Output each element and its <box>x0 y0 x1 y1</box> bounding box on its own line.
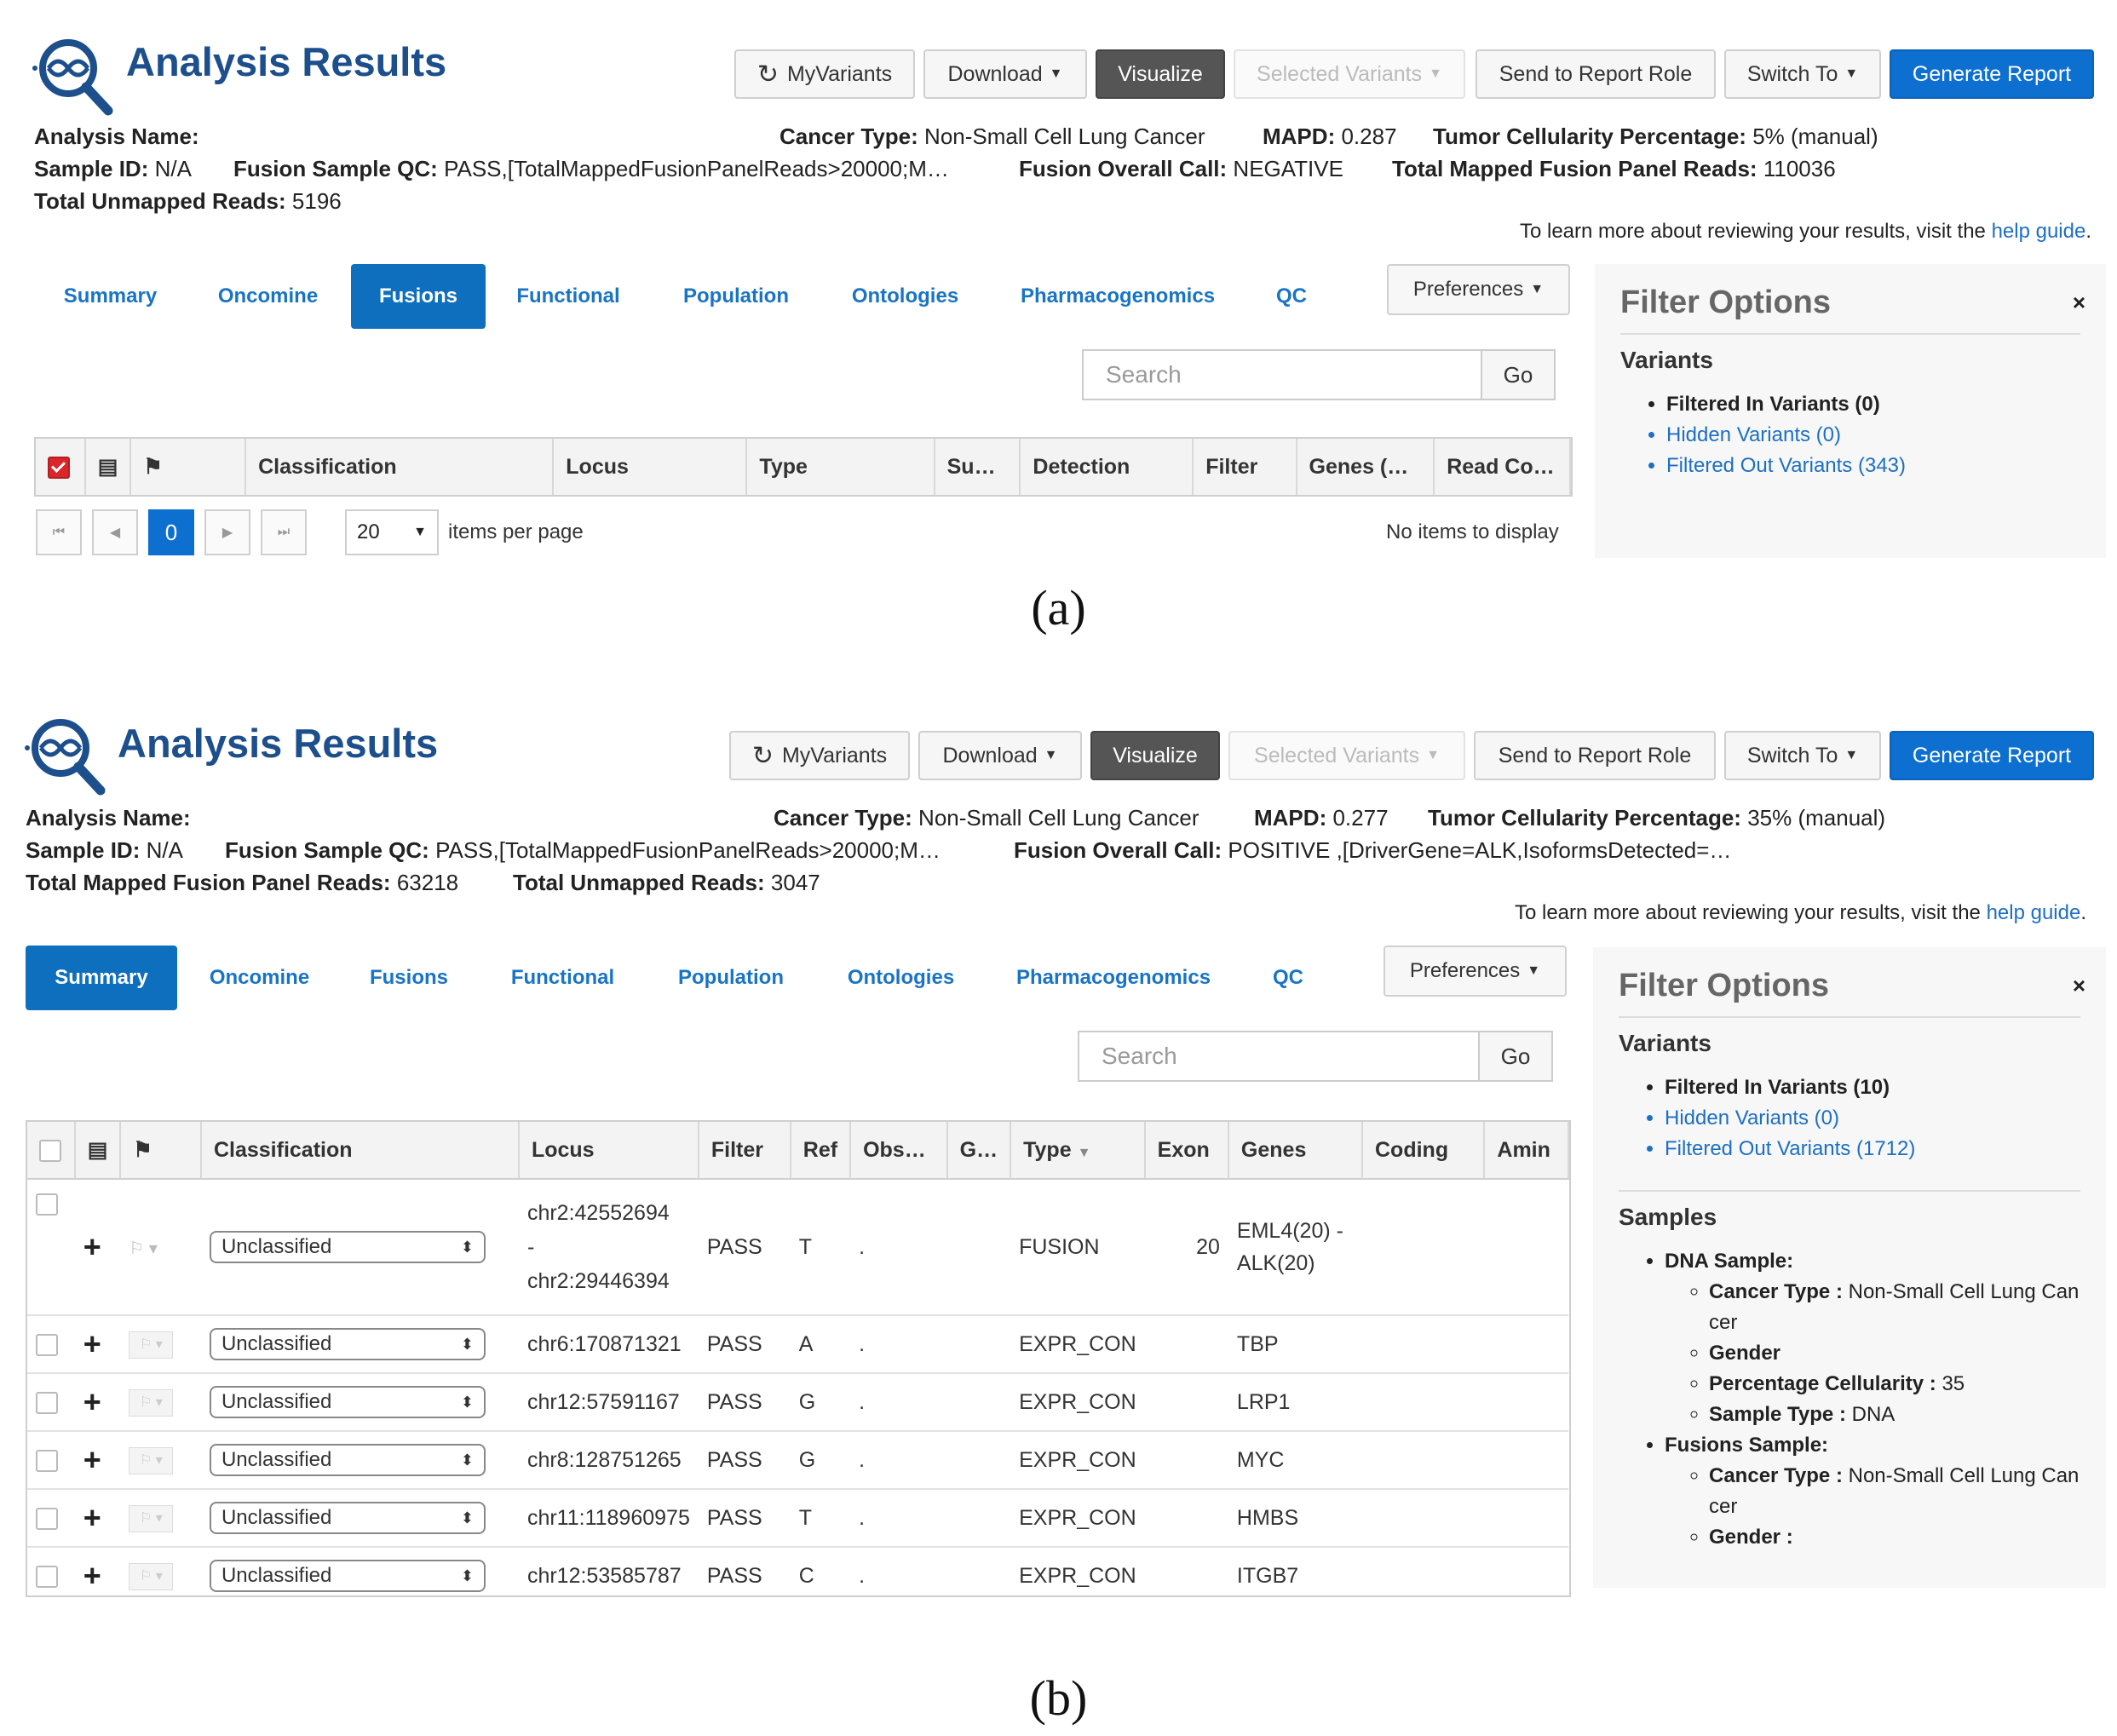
classification-select[interactable]: Unclassified ⬍ <box>201 1315 519 1373</box>
caret-down-icon: ▼ <box>1530 282 1545 296</box>
g-cell <box>947 1489 1010 1547</box>
dna-sample-type: ◦ Sample Type : DNA <box>1709 1400 2080 1430</box>
caret-down-icon: ▼ <box>1844 748 1859 762</box>
amino-cell <box>1484 1431 1568 1489</box>
fusion-overall-call: Fusion Overall Call: POSITIVE ,[DriverGene=ALK,IsoformsDetected=… <box>1014 837 1732 863</box>
type-cell: FUSION <box>1010 1179 1145 1315</box>
myvariants-button[interactable]: ↻ MyVariants <box>729 731 910 780</box>
col-filter[interactable]: Filter <box>699 1122 791 1179</box>
coding-cell <box>1362 1373 1484 1431</box>
col-type[interactable]: Type ▼ <box>1010 1122 1145 1179</box>
tab-functional[interactable]: Functional <box>510 966 615 989</box>
classification-select[interactable]: Unclassified ⬍ <box>201 1547 519 1597</box>
coding-cell <box>1362 1489 1484 1547</box>
table-row[interactable] <box>27 1431 1568 1489</box>
col-ref[interactable]: Ref <box>791 1122 850 1179</box>
close-icon[interactable]: × <box>2072 973 2085 998</box>
filter-cell: PASS <box>699 1179 791 1315</box>
type-cell: EXPR_CON <box>1010 1547 1145 1597</box>
per-page-label: items per page <box>448 520 584 543</box>
filter-cell: PASS <box>699 1315 791 1373</box>
locus-link[interactable]: chr12:57591167 <box>519 1373 699 1431</box>
fusions-cancer-type: ◦ Cancer Type : Non-Small Cell Lung Can cer <box>1709 1461 2080 1522</box>
ref-cell: T <box>791 1489 850 1547</box>
genes-cell: HMBS <box>1228 1489 1362 1547</box>
type-cell: EXPR_CON <box>1010 1373 1145 1431</box>
page-title: Analysis Results <box>126 39 447 84</box>
amino-cell <box>1484 1489 1568 1547</box>
panel-b <box>0 681 2117 1618</box>
cancer-type: Cancer Type: Non-Small Cell Lung Cancer <box>779 124 1205 149</box>
plus-icon[interactable]: + <box>75 1179 121 1315</box>
locus-link[interactable]: chr12:53585787 <box>519 1547 699 1597</box>
amino-cell <box>1484 1373 1568 1431</box>
exon-cell <box>1145 1489 1228 1547</box>
col-coding[interactable]: Coding <box>1362 1122 1484 1179</box>
variants-table <box>34 437 1573 497</box>
flag-icon[interactable]: ⚐ ▾ <box>120 1431 201 1489</box>
close-icon[interactable]: × <box>2072 290 2085 315</box>
filtered-out-variants-link[interactable]: • Filtered Out Variants (343) <box>1666 451 2080 481</box>
flag-icon[interactable]: ⚐ ▾ <box>120 1179 201 1315</box>
flag-icon[interactable]: ⚐ ▾ <box>120 1489 201 1547</box>
dna-percentage-cellularity: ◦ Percentage Cellularity : 35 <box>1709 1369 2080 1400</box>
caret-down-icon: ▼ <box>1426 748 1440 762</box>
col-amino[interactable]: Amin <box>1484 1122 1568 1179</box>
fusion-overall-call: Fusion Overall Call: NEGATIVE <box>1019 156 1343 181</box>
col-locus[interactable]: Locus <box>519 1122 699 1179</box>
hidden-variants-link[interactable]: • Hidden Variants (0) <box>1666 420 2080 451</box>
amino-cell <box>1484 1315 1568 1373</box>
mapd: MAPD: 0.287 <box>1263 124 1397 149</box>
filter-cell: PASS <box>699 1547 791 1597</box>
logo-magnifier-icon <box>30 32 115 118</box>
selected-variants-button[interactable]: Selected Variants ▼ <box>1228 731 1465 780</box>
refresh-icon: ↻ <box>756 60 779 89</box>
genes-cell: LRP1 <box>1228 1373 1362 1431</box>
tab-population[interactable]: Population <box>683 285 789 308</box>
plus-icon[interactable]: + <box>75 1547 121 1597</box>
caption-b: (b) <box>1029 1670 1088 1726</box>
col-locus[interactable]: Locus <box>553 439 746 496</box>
tab-pharmacogenomics[interactable]: Pharmacogenomics <box>1020 285 1216 308</box>
samples-heading: Samples <box>1619 1204 1717 1230</box>
filter-options-panel <box>1593 947 2106 1588</box>
preferences-button[interactable]: Preferences ▼ <box>1384 946 1567 997</box>
plus-icon[interactable]: + <box>75 1315 121 1373</box>
preferences-button[interactable]: Preferences ▼ <box>1387 264 1570 315</box>
col-exon[interactable]: Exon <box>1145 1122 1228 1179</box>
per-page-select[interactable]: 20 ▼ <box>345 509 439 555</box>
search-input[interactable]: Search <box>1078 1031 1480 1082</box>
amino-cell <box>1484 1179 1568 1315</box>
tab-functional[interactable]: Functional <box>516 285 620 308</box>
hidden-variants-link[interactable]: • Hidden Variants (0) <box>1665 1103 2080 1134</box>
total-mapped-reads: Total Mapped Fusion Panel Reads: 110036 <box>1392 156 1836 181</box>
obs-cell: . <box>850 1489 947 1547</box>
tab-ontologies[interactable]: Ontologies <box>847 966 955 989</box>
switch-to-button[interactable]: Switch To ▼ <box>1724 731 1881 780</box>
flag-icon[interactable]: ⚐ ▾ <box>120 1315 201 1373</box>
filter-options-panel <box>1595 264 2106 558</box>
visualize-button[interactable]: Visualize <box>1096 49 1225 99</box>
total-unmapped-reads: Total Unmapped Reads: 5196 <box>34 188 342 214</box>
plus-icon[interactable]: + <box>75 1431 121 1489</box>
flag-icon[interactable]: ⚑ <box>120 1122 201 1179</box>
filtered-out-variants-link[interactable]: • Filtered Out Variants (1712) <box>1665 1134 2080 1164</box>
caret-down-icon: ▼ <box>1844 66 1859 81</box>
caret-down-icon: ▼ <box>1044 748 1058 762</box>
selected-variants-button[interactable]: Selected Variants ▼ <box>1234 49 1465 99</box>
analysis-name: Analysis Name: <box>26 805 191 831</box>
g-cell <box>947 1547 1010 1597</box>
tab-fusions[interactable]: Fusions <box>351 264 486 329</box>
next-page-button[interactable]: ▶ <box>204 509 250 555</box>
genes-cell: TBP <box>1228 1315 1362 1373</box>
genes-cell: ITGB7 <box>1228 1547 1362 1597</box>
tumor-cellularity: Tumor Cellularity Percentage: 35% (manual) <box>1428 805 1886 831</box>
sample-id: Sample ID: N/A <box>26 837 183 863</box>
send-to-report-role-button[interactable]: Send to Report Role <box>1474 731 1716 780</box>
ref-cell: T <box>791 1179 850 1315</box>
fusions-gender: ◦ Gender : <box>1709 1522 2080 1553</box>
fusion-sample-qc: Fusion Sample QC: PASS,[TotalMappedFusionPanelReads>20000;M… <box>225 837 941 863</box>
table-row[interactable] <box>27 1547 1568 1597</box>
variants-heading: Variants <box>1620 347 1713 373</box>
prev-page-button[interactable]: ◀ <box>92 509 138 555</box>
generate-report-button[interactable]: Generate Report <box>1890 731 2094 780</box>
locus-link[interactable]: chr6:170871321 <box>519 1315 699 1373</box>
caret-down-icon: ▼ <box>413 525 427 539</box>
type-cell: EXPR_CON <box>1010 1431 1145 1489</box>
generate-report-button[interactable]: Generate Report <box>1890 49 2094 99</box>
caption-a: (a) <box>1031 580 1086 635</box>
classification-select[interactable]: Unclassified ⬍ <box>201 1489 519 1547</box>
sample-id: Sample ID: N/A <box>34 156 192 181</box>
dna-sample: • DNA Sample: ◦ Cancer Type : Non-Small Cell Lung Can cer ◦ Gender ◦ Percentage Cellularity : 35 ◦ Sample Type : DNA <box>1665 1246 2080 1430</box>
tab-pharmacogenomics[interactable]: Pharmacogenomics <box>1015 966 1211 989</box>
select-all-checkbox[interactable] <box>36 439 85 496</box>
g-cell <box>947 1373 1010 1431</box>
col-detection[interactable]: Detection <box>1020 439 1193 496</box>
list-icon[interactable]: ▤ <box>85 439 131 496</box>
genes-cell: MYC <box>1228 1431 1362 1489</box>
g-cell <box>947 1431 1010 1489</box>
analysis-name: Analysis Name: <box>34 124 199 149</box>
table-row[interactable] <box>27 1373 1568 1431</box>
current-page[interactable]: 0 <box>148 509 194 555</box>
help-guide-link[interactable]: help guide <box>1986 901 2081 924</box>
row-checkbox[interactable] <box>27 1431 75 1489</box>
locus-link[interactable]: chr8:128751265 <box>519 1431 699 1489</box>
mapd: MAPD: 0.277 <box>1254 805 1389 831</box>
classification-select[interactable]: Unclassified ⬍ <box>201 1431 519 1489</box>
sort-desc-icon: ▼ <box>1077 1145 1091 1160</box>
col-su[interactable]: Su… <box>935 439 1021 496</box>
filter-cell: PASS <box>699 1431 791 1489</box>
go-button[interactable]: Go <box>1478 1031 1553 1082</box>
col-genes[interactable]: Genes (… <box>1297 439 1435 496</box>
flag-icon[interactable]: ⚐ ▾ <box>120 1547 201 1597</box>
coding-cell <box>1362 1547 1484 1597</box>
exon-cell <box>1145 1373 1228 1431</box>
coding-cell <box>1362 1315 1484 1373</box>
tab-summary[interactable]: Summary <box>63 285 158 308</box>
tab-qc[interactable]: QC <box>1276 285 1307 308</box>
col-g[interactable]: G… <box>947 1122 1010 1179</box>
col-obs[interactable]: Obs… <box>850 1122 947 1179</box>
exon-cell: 20 <box>1145 1179 1228 1315</box>
table-row[interactable] <box>27 1315 1568 1373</box>
plus-icon[interactable]: + <box>75 1373 121 1431</box>
variants-heading: Variants <box>1619 1030 1711 1056</box>
col-filter[interactable]: Filter <box>1193 439 1296 496</box>
first-page-button[interactable]: ⏮ <box>36 509 82 555</box>
table-row[interactable] <box>27 1179 1568 1315</box>
coding-cell <box>1362 1179 1484 1315</box>
fusion-sample-qc: Fusion Sample QC: PASS,[TotalMappedFusionPanelReads>20000;M… <box>233 156 949 181</box>
coding-cell <box>1362 1431 1484 1489</box>
classification-select[interactable]: Unclassified ⬍ <box>201 1179 519 1315</box>
tumor-cellularity: Tumor Cellularity Percentage: 5% (manual) <box>1433 124 1878 149</box>
col-type[interactable]: Type <box>746 439 934 496</box>
tab-fusions[interactable]: Fusions <box>369 966 448 989</box>
col-classification[interactable]: Classification <box>245 439 553 496</box>
type-cell: EXPR_CON <box>1010 1489 1145 1547</box>
myvariants-button[interactable]: ↻ MyVariants <box>734 49 915 99</box>
list-icon[interactable]: ▤ <box>75 1122 121 1179</box>
dna-gender: ◦ Gender <box>1709 1338 2080 1369</box>
filtered-in-variants[interactable]: • Filtered In Variants (10) <box>1665 1072 2080 1103</box>
flag-icon[interactable]: ⚑ <box>130 439 245 496</box>
empty-message: No items to display <box>1386 520 1559 543</box>
go-button[interactable]: Go <box>1481 349 1556 400</box>
g-cell <box>947 1315 1010 1373</box>
amino-cell <box>1484 1547 1568 1597</box>
filtered-in-variants[interactable]: • Filtered In Variants (0) <box>1666 389 2080 420</box>
help-text: To learn more about reviewing your results, visit the help guide. <box>1514 901 2086 924</box>
caret-down-icon: ▼ <box>1049 66 1063 81</box>
tab-summary[interactable]: Summary <box>26 946 177 1010</box>
row-checkbox[interactable] <box>27 1547 75 1597</box>
ref-cell: G <box>791 1373 850 1431</box>
row-checkbox[interactable] <box>27 1373 75 1431</box>
help-text: To learn more about reviewing your results, visit the help guide. <box>1519 220 2091 243</box>
tab-oncomine[interactable]: Oncomine <box>209 966 310 989</box>
exon-cell <box>1145 1431 1228 1489</box>
switch-to-button[interactable]: Switch To ▼ <box>1724 49 1881 99</box>
locus-link[interactable]: chr11:118960975 <box>519 1489 699 1547</box>
obs-cell: . <box>850 1315 947 1373</box>
dna-cancer-type: ◦ Cancer Type : Non-Small Cell Lung Can cer <box>1709 1277 2080 1338</box>
tab-oncomine[interactable]: Oncomine <box>217 285 319 308</box>
col-read-counts[interactable]: Read Co… <box>1434 439 1570 496</box>
download-button[interactable]: Download ▼ <box>923 49 1087 99</box>
tab-qc[interactable]: QC <box>1273 966 1303 989</box>
cancer-type: Cancer Type: Non-Small Cell Lung Cancer <box>774 805 1199 831</box>
caret-down-icon: ▼ <box>1429 66 1442 81</box>
row-checkbox[interactable] <box>27 1315 75 1373</box>
row-checkbox[interactable] <box>27 1489 75 1547</box>
row-checkbox[interactable] <box>27 1179 75 1315</box>
page-title: Analysis Results <box>118 721 439 766</box>
logo-magnifier-icon <box>22 712 107 797</box>
filter-cell: PASS <box>699 1489 791 1547</box>
total-mapped-reads: Total Mapped Fusion Panel Reads: 63218 <box>26 870 459 895</box>
download-button[interactable]: Download ▼ <box>918 731 1082 780</box>
panel-a <box>0 0 2117 579</box>
visualize-button[interactable]: Visualize <box>1090 731 1220 780</box>
flag-icon[interactable]: ⚐ ▾ <box>120 1373 201 1431</box>
locus-link[interactable]: chr2:42552694 - chr2:29446394 <box>519 1179 699 1315</box>
select-all-checkbox[interactable] <box>27 1122 75 1179</box>
exon-cell <box>1145 1315 1228 1373</box>
exon-cell <box>1145 1547 1228 1597</box>
refresh-icon: ↻ <box>751 741 774 770</box>
variants-table <box>26 1120 1571 1597</box>
caret-down-icon: ▼ <box>1527 963 1541 978</box>
search-input[interactable]: Search <box>1082 349 1482 400</box>
obs-cell: . <box>850 1431 947 1489</box>
col-classification[interactable]: Classification <box>201 1122 519 1179</box>
total-unmapped-reads: Total Unmapped Reads: 3047 <box>513 870 820 895</box>
tab-population[interactable]: Population <box>678 966 784 989</box>
ref-cell: G <box>791 1431 850 1489</box>
ref-cell: A <box>791 1315 850 1373</box>
filter-title: Filter Options <box>1620 285 1831 320</box>
last-page-button[interactable]: ⏭ <box>261 509 307 555</box>
help-guide-link[interactable]: help guide <box>1991 220 2086 243</box>
send-to-report-role-button[interactable]: Send to Report Role <box>1476 49 1716 99</box>
classification-select[interactable]: Unclassified ⬍ <box>201 1373 519 1431</box>
fusions-sample: • Fusions Sample: ◦ Cancer Type : Non-Small Cell Lung Can cer ◦ Gender : <box>1665 1430 2080 1553</box>
obs-cell: . <box>850 1547 947 1597</box>
filter-title: Filter Options <box>1619 968 1829 1003</box>
plus-icon[interactable]: + <box>75 1489 121 1547</box>
g-cell <box>947 1179 1010 1315</box>
ref-cell: C <box>791 1547 850 1597</box>
obs-cell: . <box>850 1373 947 1431</box>
tab-ontologies[interactable]: Ontologies <box>851 285 959 308</box>
col-genes[interactable]: Genes <box>1228 1122 1362 1179</box>
obs-cell: . <box>850 1179 947 1315</box>
genes-cell: EML4(20) - ALK(20) <box>1228 1179 1362 1315</box>
type-cell: EXPR_CON <box>1010 1315 1145 1373</box>
table-row[interactable] <box>27 1489 1568 1547</box>
filter-cell: PASS <box>699 1373 791 1431</box>
